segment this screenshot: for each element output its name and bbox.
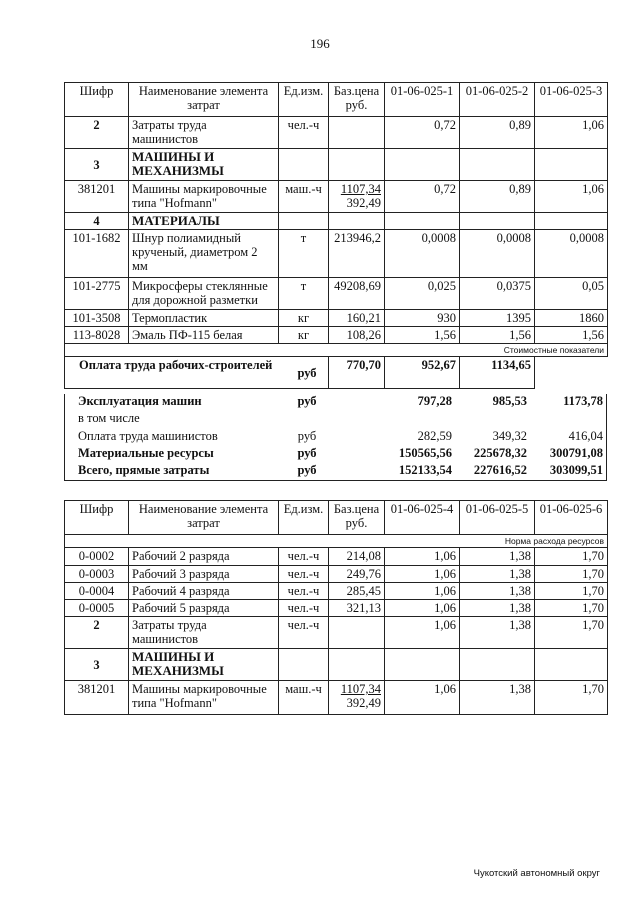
summary-name: Эксплуатация машин — [78, 394, 202, 408]
summary-value-3: 416,04 — [568, 429, 603, 443]
summary-value-2: 952,67 — [385, 357, 460, 389]
row-name: Эмаль ПФ-115 белая — [129, 327, 279, 344]
summary-value-1: 150565,56 — [398, 446, 452, 460]
row-name: Машины маркировочные типа "Hofmann" — [129, 681, 279, 715]
table-row — [65, 583, 608, 600]
summary-value-3: 1134,65 — [460, 357, 535, 389]
summary-name: Оплата труда рабочих-строителей — [65, 357, 329, 389]
row-name: МАТЕРИАЛЫ — [129, 213, 279, 230]
row-name: Затраты труда машинистов — [129, 617, 279, 649]
header-col-1: 01-06-025-1 — [385, 83, 460, 117]
row-value-3 — [535, 649, 608, 681]
summary-unit: руб — [297, 463, 317, 477]
row-value-1: 1,06 — [385, 566, 460, 583]
resource-norm-caption: Норма расхода ресурсов — [65, 535, 608, 548]
row-code: 101-1682 — [65, 230, 129, 278]
row-name: Микросферы стеклянные для дорожной разметки — [129, 278, 279, 310]
table-row — [65, 566, 608, 583]
summary-unit: руб — [297, 366, 317, 380]
header-col-2: 01-06-025-2 — [460, 83, 535, 117]
row-value-3 — [535, 213, 608, 230]
row-value-1: 0,0008 — [385, 230, 460, 278]
footer-region: Чукотский автономный округ — [473, 868, 600, 879]
header-col-3: 01-06-025-3 — [535, 83, 608, 117]
row-price: 108,26 — [329, 327, 385, 344]
row-unit: чел.-ч — [279, 566, 329, 583]
summary-name: Всего, прямые затраты — [78, 463, 210, 477]
row-price — [329, 181, 385, 213]
section-row-materials — [65, 213, 608, 230]
table-row — [65, 327, 608, 344]
summary-value-1: 770,70 — [329, 357, 385, 389]
row-code: 113-8028 — [65, 327, 129, 344]
row-price: 285,45 — [329, 583, 385, 600]
row-price — [329, 649, 385, 681]
row-code: 2 — [65, 617, 129, 649]
row-price-main: 1107,34 — [340, 682, 381, 696]
row-price — [329, 117, 385, 149]
table-row — [65, 600, 608, 617]
page-number: 196 — [310, 36, 330, 51]
caption-row — [65, 535, 608, 548]
row-value-2: 1,38 — [460, 548, 535, 566]
row-unit: маш.-ч — [279, 681, 329, 715]
section-row-machines — [65, 649, 608, 681]
row-value-3: 0,05 — [535, 278, 608, 310]
row-price — [329, 149, 385, 181]
row-value-3 — [535, 149, 608, 181]
row-unit — [279, 649, 329, 681]
row-value-2 — [460, 149, 535, 181]
header-name: Наименование элемента затрат — [129, 83, 279, 117]
row-unit — [279, 213, 329, 230]
row-value-2: 1,38 — [460, 600, 535, 617]
row-value-2 — [460, 213, 535, 230]
row-value-2: 0,0008 — [460, 230, 535, 278]
table-row — [65, 617, 608, 649]
header-col-6: 01-06-025-6 — [535, 501, 608, 535]
header-name: Наименование элемента затрат — [129, 501, 279, 535]
row-code: 0-0002 — [65, 548, 129, 566]
summary-value-1: 282,59 — [417, 429, 452, 443]
row-price: 160,21 — [329, 310, 385, 327]
row-value-3: 1,70 — [535, 583, 608, 600]
caption-row — [65, 344, 608, 357]
row-name: МАШИНЫ И МЕХАНИЗМЫ — [129, 649, 279, 681]
row-value-2: 1,56 — [460, 327, 535, 344]
row-code: 0-0003 — [65, 566, 129, 583]
row-value-1: 1,06 — [385, 617, 460, 649]
summary-border-left — [64, 394, 65, 481]
row-unit: чел.-ч — [279, 617, 329, 649]
row-code: 3 — [65, 649, 129, 681]
resource-table-1 — [64, 82, 608, 389]
row-value-3: 1860 — [535, 310, 608, 327]
table-row — [65, 310, 608, 327]
table-header-row — [65, 83, 608, 117]
row-unit — [279, 149, 329, 181]
header-base-price: Баз.цена руб. — [329, 501, 385, 535]
row-value-3: 1,70 — [535, 681, 608, 715]
row-value-3: 1,56 — [535, 327, 608, 344]
row-value-1 — [385, 213, 460, 230]
row-value-1: 0,025 — [385, 278, 460, 310]
row-price: 49208,69 — [329, 278, 385, 310]
row-value-2: 0,89 — [460, 181, 535, 213]
summary-sub: в том числе — [78, 411, 140, 425]
row-value-2: 1,38 — [460, 681, 535, 715]
row-name: Шнур полиамидный крученый, диаметром 2 мм — [129, 230, 279, 278]
row-price — [329, 213, 385, 230]
row-price — [329, 681, 385, 715]
summary-value-2: 225678,32 — [473, 446, 527, 460]
row-value-2: 0,89 — [460, 117, 535, 149]
summary-value-1: 797,28 — [417, 394, 452, 408]
table-row — [65, 681, 608, 715]
table-row — [65, 278, 608, 310]
row-value-1: 930 — [385, 310, 460, 327]
summary-row — [65, 357, 608, 389]
summary-border-right — [606, 394, 607, 481]
row-unit: т — [279, 230, 329, 278]
row-name: Рабочий 2 разряда — [129, 548, 279, 566]
row-price: 249,76 — [329, 566, 385, 583]
row-value-3: 1,06 — [535, 117, 608, 149]
row-code: 3 — [65, 149, 129, 181]
row-code: 0-0005 — [65, 600, 129, 617]
row-code: 381201 — [65, 181, 129, 213]
row-value-2: 1,38 — [460, 583, 535, 600]
row-name: Рабочий 4 разряда — [129, 583, 279, 600]
row-unit: чел.-ч — [279, 117, 329, 149]
row-name: Рабочий 5 разряда — [129, 600, 279, 617]
summary-unit: руб — [297, 394, 317, 408]
row-value-2: 1,38 — [460, 566, 535, 583]
summary-unit: руб — [297, 429, 317, 443]
row-name: МАШИНЫ И МЕХАНИЗМЫ — [129, 149, 279, 181]
table-row — [65, 548, 608, 566]
row-price — [329, 617, 385, 649]
row-value-1 — [385, 149, 460, 181]
row-value-1: 0,72 — [385, 117, 460, 149]
section-row-machines — [65, 149, 608, 181]
row-price: 214,08 — [329, 548, 385, 566]
row-value-2: 0,0375 — [460, 278, 535, 310]
row-value-1: 1,06 — [385, 548, 460, 566]
summary-name: Оплата труда машинистов — [78, 429, 218, 443]
table-row — [65, 230, 608, 278]
row-value-3: 0,0008 — [535, 230, 608, 278]
row-unit: т — [279, 278, 329, 310]
resource-table-2 — [64, 500, 608, 715]
summary-value-3: 303099,51 — [549, 463, 603, 477]
summary-name: Материальные ресурсы — [78, 446, 214, 460]
row-value-2 — [460, 649, 535, 681]
header-code: Шифр — [65, 83, 129, 117]
summary-unit: руб — [297, 446, 317, 460]
row-value-1: 1,06 — [385, 583, 460, 600]
row-value-3: 1,70 — [535, 548, 608, 566]
row-value-3: 1,06 — [535, 181, 608, 213]
row-name: Рабочий 3 разряда — [129, 566, 279, 583]
row-value-1: 1,06 — [385, 600, 460, 617]
summary-border-bottom — [64, 480, 607, 481]
table-header-row — [65, 501, 608, 535]
row-code: 2 — [65, 117, 129, 149]
table-row — [65, 181, 608, 213]
row-value-1 — [385, 649, 460, 681]
row-code: 381201 — [65, 681, 129, 715]
row-code: 101-3508 — [65, 310, 129, 327]
header-base-price: Баз.цена руб. — [329, 83, 385, 117]
row-unit: чел.-ч — [279, 583, 329, 600]
row-value-1: 0,72 — [385, 181, 460, 213]
row-price: 213946,2 — [329, 230, 385, 278]
row-value-1: 1,06 — [385, 681, 460, 715]
row-name: Машины маркировочные типа "Hofmann" — [129, 181, 279, 213]
row-unit: маш.-ч — [279, 181, 329, 213]
header-col-4: 01-06-025-4 — [385, 501, 460, 535]
row-price-sub: 392,49 — [346, 196, 381, 210]
row-value-2: 1,38 — [460, 617, 535, 649]
table-row — [65, 117, 608, 149]
row-name: Термопластик — [129, 310, 279, 327]
summary-value-2: 349,32 — [492, 429, 527, 443]
summary-value-3: 300791,08 — [549, 446, 603, 460]
summary-value-2: 227616,52 — [473, 463, 527, 477]
row-name: Затраты труда машинистов — [129, 117, 279, 149]
row-price-sub: 392,49 — [346, 696, 381, 710]
row-code: 0-0004 — [65, 583, 129, 600]
header-unit: Ед.изм. — [279, 83, 329, 117]
row-value-1: 1,56 — [385, 327, 460, 344]
row-code: 101-2775 — [65, 278, 129, 310]
header-code: Шифр — [65, 501, 129, 535]
row-value-2: 1395 — [460, 310, 535, 327]
row-unit: чел.-ч — [279, 548, 329, 566]
row-code: 4 — [65, 213, 129, 230]
summary-value-1: 152133,54 — [398, 463, 452, 477]
row-price: 321,13 — [329, 600, 385, 617]
header-col-5: 01-06-025-5 — [460, 501, 535, 535]
row-price-main: 1107,34 — [340, 182, 381, 196]
summary-value-2: 985,53 — [492, 394, 527, 408]
row-value-3: 1,70 — [535, 566, 608, 583]
row-unit: кг — [279, 327, 329, 344]
row-value-3: 1,70 — [535, 600, 608, 617]
header-unit: Ед.изм. — [279, 501, 329, 535]
summary-value-3: 1173,78 — [563, 394, 603, 408]
row-unit: кг — [279, 310, 329, 327]
row-unit: чел.-ч — [279, 600, 329, 617]
cost-indicators-caption: Стоимостные показатели — [65, 344, 608, 357]
row-value-3: 1,70 — [535, 617, 608, 649]
